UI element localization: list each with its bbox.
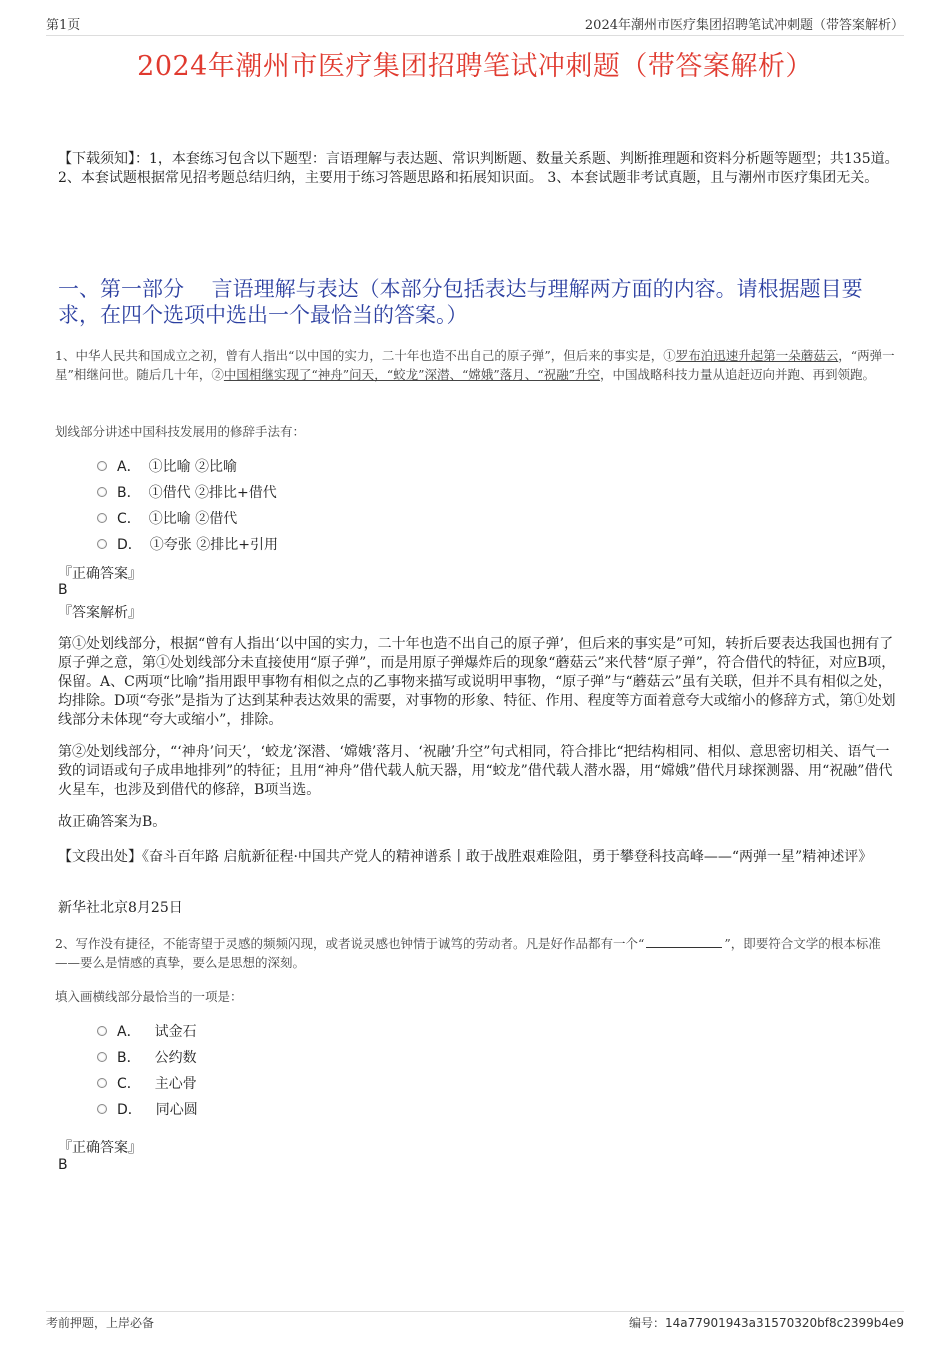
correct-answer: B	[58, 582, 68, 598]
radio-icon[interactable]	[97, 539, 107, 549]
question-1-stem	[55, 346, 905, 384]
option-a[interactable]	[97, 1018, 198, 1044]
q1-text-b: ，“两弹一星”相继问世。随后几十年，②	[55, 348, 895, 382]
option-text: 同心圆	[155, 1102, 198, 1118]
conclusion: 故正确答案为B。	[58, 814, 167, 830]
option-letter: D．	[117, 537, 142, 553]
analysis-label: 『答案解析』	[58, 605, 142, 621]
option-text: 主心骨	[154, 1076, 197, 1092]
document-title: 2024年潮州市医疗集团招聘笔试冲刺题（带答案解析）	[137, 51, 813, 82]
page-footer	[46, 1311, 904, 1331]
document-code	[629, 1314, 904, 1331]
q1-underline-2: 中国相继实现了“神舟”问天，“蛟龙”深潜、“嫦娥”落月、“祝融”升空	[223, 367, 601, 382]
question-1-prompt: 划线部分讲述中国科技发展用的修辞手法有：	[55, 424, 306, 439]
option-b[interactable]	[97, 479, 278, 505]
radio-icon[interactable]	[97, 1104, 107, 1114]
q1-text-a: 1、中华人民共和国成立之初，曾有人指出“以中国的实力，二十年也造不出自己的原子弹”，但后来的事实是，①	[55, 348, 676, 363]
radio-icon[interactable]	[97, 487, 107, 497]
q2-text-a: 2、写作没有捷径，不能寄望于灵感的频频闪现，或者说灵感也钟情于诚笃的劳动者。凡是好作品都有一个“	[55, 936, 645, 951]
q2-text-b: ”，即要符合文学的根本标准——要么是情感的真挚，要么是思想的深刻。	[55, 936, 881, 970]
option-letter: A．	[117, 1024, 141, 1040]
option-c[interactable]	[97, 505, 278, 531]
correct-answer-label: 『正确答案』	[58, 1140, 142, 1156]
fill-blank	[646, 935, 722, 948]
option-c[interactable]	[97, 1070, 198, 1096]
question-2-options	[97, 1018, 198, 1122]
footer-slogan: 考前押题，上岸必备	[46, 1316, 155, 1330]
option-d[interactable]	[97, 531, 278, 557]
correct-answer: B	[58, 1157, 68, 1173]
option-text: ①借代 ②排比+借代	[148, 485, 277, 501]
option-letter: A．	[117, 459, 141, 475]
source-date: 新华社北京8月25日	[58, 900, 183, 916]
correct-answer-label: 『正确答案』	[58, 566, 142, 582]
option-text: 试金石	[154, 1024, 197, 1040]
question-1-options	[97, 453, 278, 557]
code-value: 14a77901943a31570320bf8c2399b4e9	[664, 1316, 904, 1330]
option-letter: D．	[117, 1102, 142, 1118]
analysis-paragraph-1: 第①处划线部分，根据“曾有人指出‘以中国的实力，二十年也造不出自己的原子弹’，但后来的事实是”可知，转折后要表达我国也拥有了原子弹之意，第①处划线部分未直接使用“原子弹”，而是用原子弹爆炸后的现象“蘑菇云”来代替“原子弹”，符合借代的特征，对应B项，保留。A、C两项“比喻”指用跟甲事物有相似之点的乙事物来描写或说明甲事物，“原子弹”与“蘑菇云”虽有关联，但并不具有相似之处，均排除。D项“夸张”是指为了达到某种表达效果的需要，对事物的形象、特征、作用、程度等方面着意夸大或缩小的修辞方式，第①处划线部分未体现“夸大或缩小”，排除。	[58, 636, 896, 728]
radio-icon[interactable]	[97, 461, 107, 471]
page-number: 第1页	[46, 18, 81, 33]
option-letter: C．	[117, 1076, 141, 1092]
radio-icon[interactable]	[97, 1078, 107, 1088]
code-label: 编号：	[628, 1316, 665, 1330]
question-2-stem	[55, 934, 905, 972]
radio-icon[interactable]	[97, 1052, 107, 1062]
option-text: 公约数	[154, 1050, 197, 1066]
header-doc-title: 2024年潮州市医疗集团招聘笔试冲刺题（带答案解析）	[584, 18, 904, 33]
section-title: 一、第一部分 言语理解与表达（本部分包括表达与理解两方面的内容。请根据题目要求，在四个选项中选出一个最恰当的答案。）	[58, 277, 863, 327]
download-notice: 【下载须知】：1，本套练习包含以下题型：言语理解与表达题、常识判断题、数量关系题、判断推理题和资料分析题等题型；共135道。 2、本套试题根据常见招考题总结归纳，主要用于练习答题思路和拓展知识面。 3、本套试题非考试真题，且与潮州市医疗集团无关。	[58, 151, 899, 186]
option-d[interactable]	[97, 1096, 198, 1122]
option-letter: B．	[117, 1050, 141, 1066]
source-note: 【文段出处】《奋斗百年路 启航新征程·中国共产党人的精神谱系丨敢于战胜艰难险阻，勇于攀登科技高峰——“两弹一星”精神述评》	[58, 849, 873, 865]
analysis-paragraph-2: 第②处划线部分，“‘神舟’问天’，‘蛟龙’深潜、‘嫦娥’落月、‘祝融’升空”句式相同，符合排比“把结构相同、相似、意思密切相关、语气一致的词语或句子成串地排列”的特征；且用“神舟”借代载人航天器，用“蛟龙”借代载人潜水器，用“嫦娥”借代月球探测器、用“祝融”借代火星车，也涉及到借代的修辞，B项当选。	[58, 744, 893, 798]
option-text: ①夸张 ②排比+引用	[149, 537, 278, 553]
option-text: ①比喻 ②比喻	[148, 459, 238, 475]
option-letter: C．	[117, 511, 141, 527]
radio-icon[interactable]	[97, 1026, 107, 1036]
q1-underline-1: 罗布泊迅速升起第一朵蘑菇云	[675, 348, 839, 363]
radio-icon[interactable]	[97, 513, 107, 523]
page-header	[46, 14, 904, 36]
option-b[interactable]	[97, 1044, 198, 1070]
q1-text-c: ，中国战略科技力量从追赶迈向并跑、再到领跑。	[600, 367, 876, 382]
option-text: ①比喻 ②借代	[148, 511, 238, 527]
option-a[interactable]	[97, 453, 278, 479]
option-letter: B．	[117, 485, 141, 501]
question-2-prompt: 填入画横线部分最恰当的一项是：	[55, 989, 243, 1004]
